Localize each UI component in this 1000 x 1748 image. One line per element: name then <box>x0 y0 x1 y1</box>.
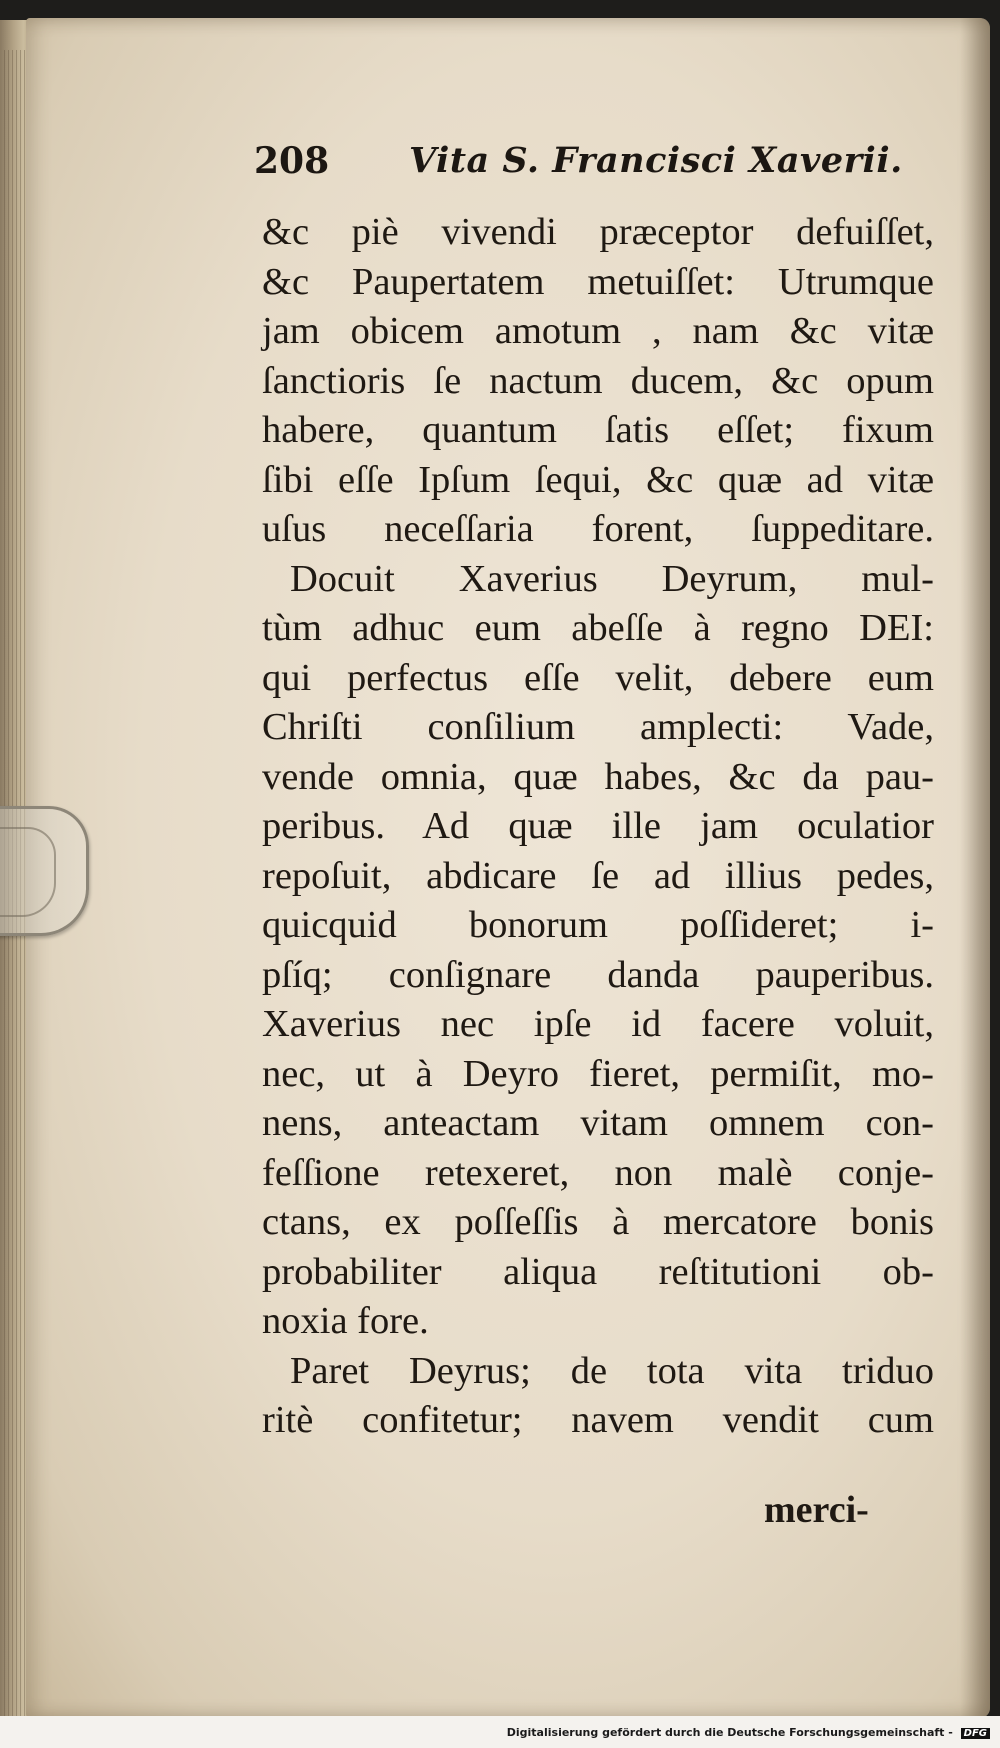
page-number: 208 <box>254 140 330 182</box>
text-line: peribus. Ad quæ ille jam oculatior <box>262 805 934 847</box>
text-line: nens, anteactam vitam omnem con- <box>262 1102 934 1144</box>
text-line: vende omnia, quæ habes, &c da pau- <box>262 755 934 798</box>
paper-clip-inner-loop <box>0 827 56 917</box>
text-line: feſſione retexeret, non malè conje- <box>262 1151 934 1194</box>
text-line: probabiliter aliqua reſtitutioni ob- <box>262 1250 934 1293</box>
dfg-logo-icon: DFG <box>961 1728 990 1739</box>
digitization-credit <box>507 1726 990 1739</box>
body-text <box>262 208 934 1446</box>
text-line: quicquid bonorum poſſideret; i- <box>262 904 934 946</box>
text-line: Chriſti conſilium amplecti: Vade, <box>262 706 934 748</box>
text-line: ſibi eſſe Ipſum ſequi, &c quæ ad vitæ <box>262 458 934 501</box>
text-line: tùm adhuc eum abeſſe à regno DEI: <box>262 607 934 649</box>
text-line: ſanctioris ſe nactum ducem, &c opum <box>262 359 934 402</box>
text-line: ritè confitetur; navem vendit cum <box>262 1399 934 1441</box>
credit-text: Digitalisierung gefördert durch die Deutsche Forschungsgemeinschaft - <box>506 1726 953 1739</box>
text-line: pſíq; conſignare danda pauperibus. <box>262 953 934 996</box>
text-line: repoſuit, abdicare ſe ad illius pedes, <box>262 854 934 897</box>
text-line: Xaverius nec ipſe id facere voluit, <box>262 1003 934 1045</box>
paper-clip-icon <box>0 806 89 936</box>
text-line: &c piè vivendi præceptor defuiſſet, <box>262 211 934 253</box>
page-header <box>254 140 934 190</box>
paragraph-start-line: Paret Deyrus; de tota vita triduo <box>290 1349 934 1392</box>
text-line: uſus neceſſaria forent, ſuppeditare. <box>262 508 934 550</box>
text-line: nec, ut à Deyro fieret, permiſit, mo- <box>262 1052 934 1095</box>
text-line: habere, quantum ſatis eſſet; fixum <box>262 409 934 451</box>
text-line: qui perfectus eſſe velit, debere eum <box>262 656 934 699</box>
text-line: &c Paupertatem metuiſſet: Utrumque <box>262 260 934 303</box>
paragraph-start-line: Docuit Xaverius Deyrum, mul- <box>290 557 934 600</box>
text-line: ctans, ex poſſeſſis à mercatore bonis <box>262 1201 934 1243</box>
gutter-shadow <box>960 18 990 1718</box>
running-title: Vita S. Francisci Xaverii. <box>409 140 903 181</box>
catchword: merci- <box>764 1489 869 1531</box>
text-line: jam obicem amotum , nam &c vitæ <box>262 310 934 352</box>
paragraph-end-line: noxia fore. <box>262 1300 429 1342</box>
